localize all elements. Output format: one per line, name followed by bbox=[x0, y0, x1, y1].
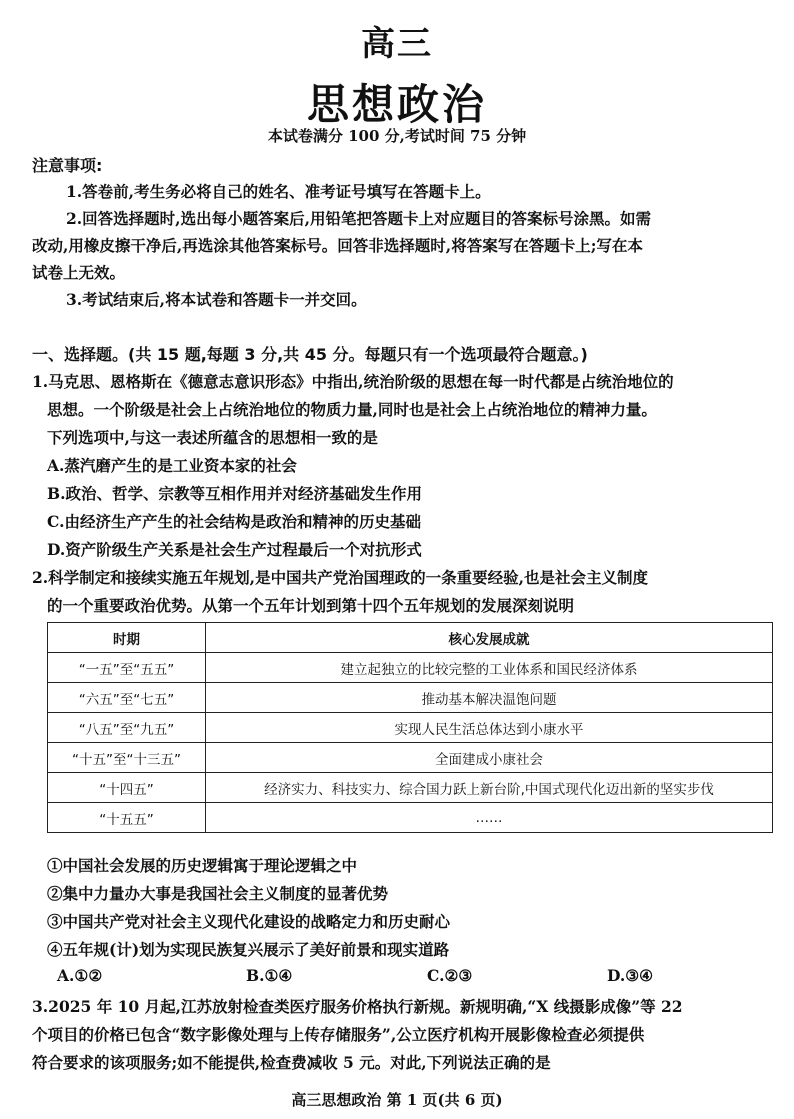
exam-info: 本试卷满分 100 分,考试时间 75 分钟 bbox=[267, 127, 527, 145]
note-line: 1.答卷前,考生务必将自己的姓名、准考证号填写在答题卡上。 bbox=[66, 182, 491, 201]
table-row bbox=[48, 803, 773, 833]
table-row bbox=[48, 773, 773, 803]
table-cell-achievement: 推动基本解决温饱问题 bbox=[206, 683, 773, 713]
q1-stem-line: 下列选项中,与这一表述所蕴含的思想相一致的是 bbox=[47, 428, 378, 447]
grade-title: 高三 bbox=[361, 24, 433, 64]
q1-option-d: D.资产阶级生产关系是社会生产过程最后一个对抗形式 bbox=[47, 540, 422, 559]
q3-stem-line: 个项目的价格已包含“数字影像处理与上传存储服务”,公立医疗机构开展影像检查必须提供 bbox=[32, 1025, 645, 1044]
q2-option-a: A.①② bbox=[57, 966, 103, 985]
table-cell-period: “八五”至“九五” bbox=[48, 713, 206, 743]
note-line: 改动,用橡皮擦干净后,再选涂其他答案标号。回答非选择题时,将答案写在答题卡上;写在本 bbox=[32, 236, 643, 255]
table-row bbox=[48, 683, 773, 713]
q2-option-b: B.①④ bbox=[246, 966, 293, 985]
table-cell-period: “十五五” bbox=[48, 803, 206, 833]
notes-title: 注意事项: bbox=[32, 156, 103, 175]
q1-option-a: A.蒸汽磨产生的是工业资本家的社会 bbox=[47, 456, 297, 475]
q1-stem-line: 1.马克思、恩格斯在《德意志意识形态》中指出,统治阶级的思想在每一时代都是占统治地位的 bbox=[32, 372, 674, 391]
table-header-cell: 核心发展成就 bbox=[206, 623, 773, 653]
table-header-row bbox=[48, 623, 773, 653]
q3-stem-line: 符合要求的该项服务;如不能提供,检查费减收 5 元。对此,下列说法正确的是 bbox=[32, 1053, 551, 1072]
page-footer: 高三思想政治 第 1 页(共 6 页) bbox=[291, 1091, 503, 1109]
section-title: 一、选择题。(共 15 题,每题 3 分,共 45 分。每题只有一个选项最符合题意。) bbox=[32, 345, 588, 364]
q1-stem-line: 思想。一个阶级是社会上占统治地位的物质力量,同时也是社会上占统治地位的精神力量。 bbox=[47, 400, 657, 419]
q2-statement: ④五年规(计)划为实现民族复兴展示了美好前景和现实道路 bbox=[47, 940, 450, 959]
table-cell-achievement: …… bbox=[206, 803, 773, 833]
q2-stem-line: 的一个重要政治优势。从第一个五年计划到第十四个五年规划的发展深刻说明 bbox=[47, 596, 575, 615]
q2-statement: ①中国社会发展的历史逻辑寓于理论逻辑之中 bbox=[47, 856, 358, 875]
q2-statement: ③中国共产党对社会主义现代化建设的战略定力和历史耐心 bbox=[47, 912, 451, 931]
table-row bbox=[48, 743, 773, 773]
q2-option-c: C.②③ bbox=[427, 966, 473, 985]
table-cell-achievement: 建立起独立的比较完整的工业体系和国民经济体系 bbox=[206, 653, 773, 683]
table-cell-period: “一五”至“五五” bbox=[48, 653, 206, 683]
q2-statement: ②集中力量办大事是我国社会主义制度的显著优势 bbox=[47, 884, 389, 903]
table-cell-achievement: 经济实力、科技实力、综合国力跃上新台阶,中国式现代化迈出新的坚实步伐 bbox=[206, 773, 773, 803]
table-cell-period: “十四五” bbox=[48, 773, 206, 803]
q2-stem-line: 2.科学制定和接续实施五年规划,是中国共产党治国理政的一条重要经验,也是社会主义制度 bbox=[32, 568, 648, 587]
table-row bbox=[48, 713, 773, 743]
table-cell-achievement: 实现人民生活总体达到小康水平 bbox=[206, 713, 773, 743]
q1-option-c: C.由经济生产产生的社会结构是政治和精神的历史基础 bbox=[47, 512, 421, 531]
q2-option-d: D.③④ bbox=[607, 966, 654, 985]
note-line: 试卷上无效。 bbox=[32, 263, 126, 282]
table-row bbox=[48, 653, 773, 683]
q1-option-b: B.政治、哲学、宗教等互相作用并对经济基础发生作用 bbox=[47, 484, 422, 503]
table-cell-achievement: 全面建成小康社会 bbox=[206, 743, 773, 773]
table-cell-period: “十五”至“十三五” bbox=[48, 743, 206, 773]
note-line: 3.考试结束后,将本试卷和答题卡一并交回。 bbox=[66, 290, 367, 309]
note-line: 2.回答选择题时,选出每小题答案后,用铅笔把答题卡上对应题目的答案标号涂黑。如需 bbox=[66, 209, 651, 228]
table-header-cell: 时期 bbox=[48, 623, 206, 653]
five-year-plan-table bbox=[47, 622, 773, 833]
table-cell-period: “六五”至“七五” bbox=[48, 683, 206, 713]
subject-title: 思想政治 bbox=[306, 80, 487, 129]
q3-stem-line: 3.2025 年 10 月起,江苏放射检查类医疗服务价格执行新规。新规明确,“X 线摄影成像”等 22 bbox=[32, 997, 683, 1016]
